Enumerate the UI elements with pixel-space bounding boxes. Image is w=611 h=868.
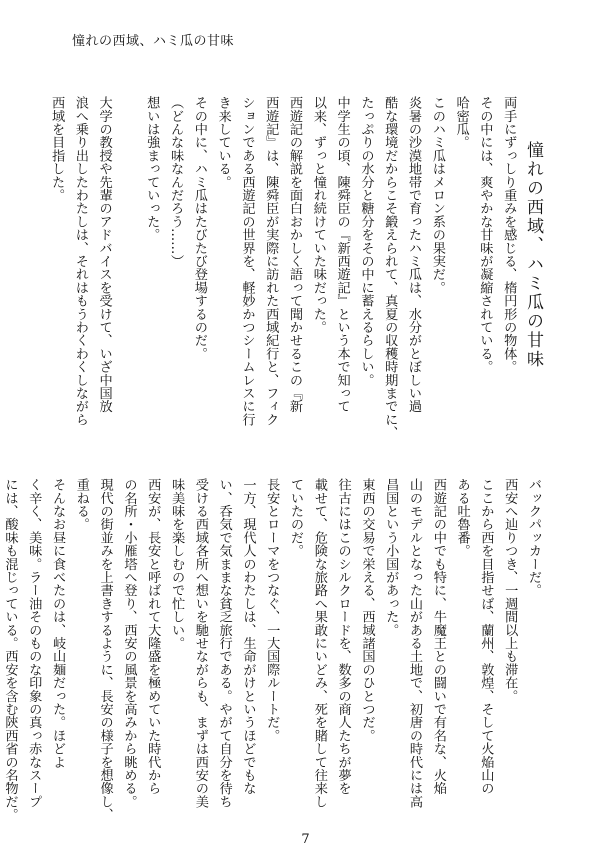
text-line: き来している。 [215,96,231,189]
text-line: ある吐魯番。 [454,478,470,558]
text-line: 西域を目指した。 [49,96,65,202]
text-line: く辛く、美味。ラー油そのものな印象の真っ赤なスープ [26,478,42,808]
text-line: たっぷりの水分と糖分をその中に蓄えるらしい。 [358,96,374,387]
text-line: 載せて、危険な旅路へ果敢にいどみ、死を賭して往来し [311,478,327,808]
text-line: 炎暑の沙漠地帯で育ったハミ瓜は、水分がとぼしい過 [406,96,422,413]
text-line: ここから西を目指せば、蘭州、敦煌、そして火焔山の [478,478,494,795]
text-line: 西安へ辿りつき、一週間以上も滞在。 [502,478,518,703]
text-line: い、呑気で気ままな貧乏旅行である。やがて自分を待ち [216,478,232,808]
text-line: そんなお昼に食べたのは、岐山麺だった。ほどよ [50,478,66,769]
text-line: このハミ瓜はメロン系の果実だ。 [429,96,445,294]
blank-line [116,96,140,412]
text-line: 往古にはこのシルクロードを、数多の商人たちが夢を [335,478,351,795]
text-line: 長安とローマをつなぐ、一大国際ルートだ。 [264,478,280,742]
text-line: 味美味を楽しむので忙しい。 [169,478,185,650]
text-line: の名所・小雁塔へ登り、西安の風景を高みから眺める。 [121,478,137,808]
text-line: 想いは強まっていった。 [144,96,160,242]
text-line: 西遊記の中でも特に、牛魔王との闘いで有名な、火焔 [430,478,446,795]
text-line: 両手にずっしり重みを感じる、楕円形の物体。 [501,96,517,374]
running-header: 憧れの西域、ハミ瓜の甘味 [72,34,235,49]
text-line: 東西の交易で栄える、西域諸国のひとつだ。 [359,478,375,742]
text-line: ていたのだ。 [288,478,304,558]
text-line: その中に、ハミ瓜はたびたび登場するのだ。 [191,96,207,360]
text-line: 昌国という小国があった。 [383,478,399,637]
text-line: バックパッカーだ。 [526,478,541,597]
text-line: ションである西遊記の世界を、軽妙かつシームレスに行 [239,96,255,426]
text-line: 浪へ乗り出したわたしは、それはもうわくわくしながら [72,96,88,426]
text-line: 大学の教授や先輩のアドバイスを受けて、いざ中国放 [96,96,112,413]
text-block-top [49,96,545,440]
text-line: 酷な環境だからこそ鍛えられて、真夏の収穫時期までに、 [382,96,398,440]
page-number: 7 [301,832,310,847]
text-line: 山のモデルとなった山がある土地で、初唐の時代には高 [407,478,423,808]
text-line: には、酸味も混じっている。西安を含む陝西省の名物だ。 [2,478,18,822]
article-title: 憧れの西域、ハミ瓜の甘味 [523,141,543,369]
text-line: 以来、ずっと憧れ続けていた味だった。 [310,96,326,334]
text-line: 一方、現代人のわたしは、生命がけというほどでもな [240,478,256,795]
text-line: 中学生の頃、陳舜臣の『新西遊記』という本で知って [334,96,350,413]
text-block-bottom [2,478,545,822]
text-line: （どんな味なんだろう……） [168,96,184,268]
text-line: 西遊記』は、陳舜臣が実際に訪れた西域紀行と、フィク [263,96,279,426]
text-line: 西遊記の解説を面白おかしく語って聞かせるこの『新 [287,96,303,413]
text-line: 哈密瓜。 [453,96,469,149]
text-line: 現代の街並みを上書きするように、長安の様子を想像し、 [97,478,113,822]
text-line: その中には、爽やかな甘味が凝縮されている。 [477,96,493,374]
text-line: 西安が、長安と呼ばれて大隆盛を極めていた時代から [145,478,161,795]
text-line: 受ける西域各所へ想いを馳せながらも、まずは西安の美 [192,478,208,808]
text-line: 重ねる。 [73,478,89,531]
